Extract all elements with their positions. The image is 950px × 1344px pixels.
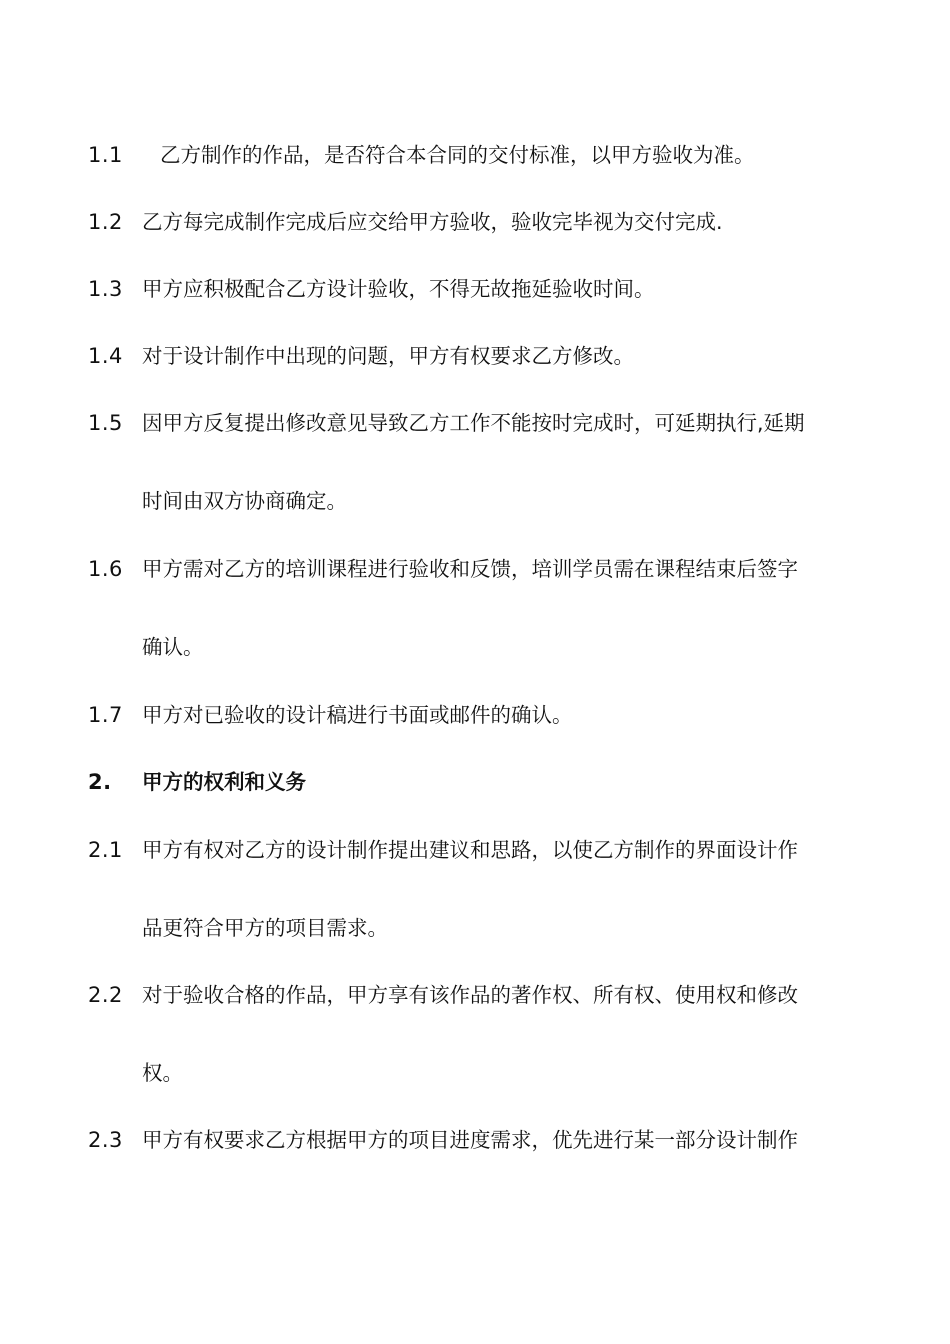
clause-text: 甲方有权要求乙方根据甲方的项目进度需求，优先进行某一部分设计制作 bbox=[142, 1128, 798, 1152]
clause-text: 因甲方反复提出修改意见导致乙方工作不能按时完成时，可延期执行,延期 bbox=[142, 411, 805, 435]
clause-number: 1.5 bbox=[88, 411, 123, 435]
section-number: 2. bbox=[88, 770, 112, 794]
section-title: 甲方的权利和义务 bbox=[142, 770, 306, 794]
clause-text: 对于验收合格的作品，甲方享有该作品的著作权、所有权、使用权和修改 bbox=[142, 983, 798, 1007]
clause-text: 对于设计制作中出现的问题，甲方有权要求乙方修改。 bbox=[142, 344, 634, 368]
clause-text-continued: 确认。 bbox=[142, 635, 204, 659]
clause-text-continued: 权。 bbox=[142, 1061, 183, 1085]
clause-number: 1.4 bbox=[88, 344, 123, 368]
clause-number: 2.2 bbox=[88, 983, 123, 1007]
clause-text-continued: 时间由双方协商确定。 bbox=[142, 489, 347, 513]
clause-number: 1.1 bbox=[88, 143, 123, 167]
clause-text: 乙方制作的作品，是否符合本合同的交付标准，以甲方验收为准。 bbox=[160, 143, 755, 167]
clause-number: 1.3 bbox=[88, 277, 123, 301]
clause-text: 甲方需对乙方的培训课程进行验收和反馈，培训学员需在课程结束后签字 bbox=[142, 557, 798, 581]
clause-number: 1.2 bbox=[88, 210, 123, 234]
clause-text: 甲方有权对乙方的设计制作提出建议和思路，以使乙方制作的界面设计作 bbox=[142, 838, 798, 862]
clause-number: 2.1 bbox=[88, 838, 123, 862]
clause-number: 1.7 bbox=[88, 703, 123, 727]
clause-text: 甲方应积极配合乙方设计验收，不得无故拖延验收时间。 bbox=[142, 277, 655, 301]
clause-number: 1.6 bbox=[88, 557, 123, 581]
clause-number: 2.3 bbox=[88, 1128, 123, 1152]
clause-text: 乙方每完成制作完成后应交给甲方验收，验收完毕视为交付完成. bbox=[142, 210, 723, 234]
clause-text-continued: 品更符合甲方的项目需求。 bbox=[142, 916, 388, 940]
clause-text: 甲方对已验收的设计稿进行书面或邮件的确认。 bbox=[142, 703, 573, 727]
